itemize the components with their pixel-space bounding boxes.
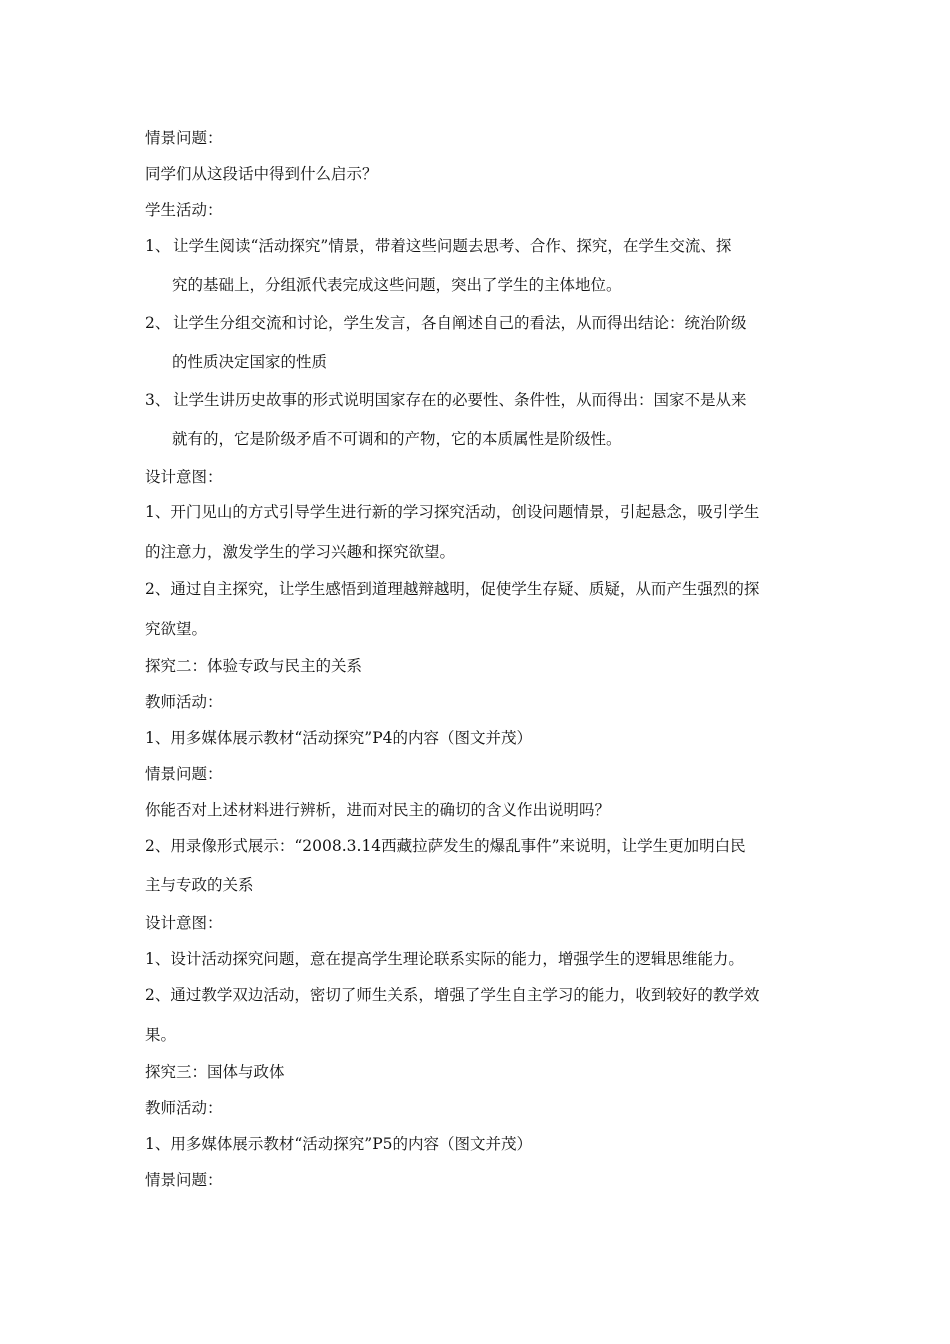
list-item-3 <box>145 390 747 410</box>
section-heading-explore-3: 探究三：国体与政体 <box>145 1063 285 1081</box>
paragraph-teacher-3: 1、用多媒体展示教材“活动探究”P5的内容（图文并茂） <box>145 1135 533 1153</box>
list-text: 让学生讲历史故事的形式说明国家存在的必要性、条件性，从而得出：国家不是从来 <box>173 391 747 409</box>
heading-scenario-question: 情景问题： <box>145 129 223 147</box>
list-item-2-continuation: 的性质决定国家的性质 <box>172 353 328 371</box>
paragraph-intent-1: 1、开门见山的方式引导学生进行新的学习探究活动，创设问题情景，引起悬念，吸引学生 <box>145 503 760 521</box>
list-number: 1、 <box>145 237 171 255</box>
heading-student-activity: 学生活动： <box>145 201 223 219</box>
paragraph-teacher-2: 2、用录像形式展示：“2008.3.14西藏拉萨发生的爆乱事件”来说明，让学生更加明白民 <box>145 837 746 855</box>
list-item-1-continuation: 究的基础上，分组派代表完成这些问题，突出了学生的主体地位。 <box>172 276 622 294</box>
paragraph-intent-2-cont: 究欲望。 <box>145 620 208 638</box>
section-heading-explore-2: 探究二：体验专政与民主的关系 <box>145 657 363 675</box>
list-number: 2、 <box>145 314 171 332</box>
list-item-3-continuation: 就有的，它是阶级矛盾不可调和的产物，它的本质属性是阶级性。 <box>172 430 622 448</box>
paragraph-intent-4: 2、通过教学双边活动，密切了师生关系，增强了学生自主学习的能力，收到较好的教学效 <box>145 986 760 1004</box>
paragraph-teacher-1: 1、用多媒体展示教材“活动探究”P4的内容（图文并茂） <box>145 729 533 747</box>
paragraph-teacher-2-cont: 主与专政的关系 <box>145 876 254 894</box>
list-item-1 <box>145 236 731 256</box>
paragraph-intent-3: 1、设计活动探究问题，意在提高学生理论联系实际的能力，增强学生的逻辑思维能力。 <box>145 950 744 968</box>
paragraph-intent-4-cont: 果。 <box>145 1026 177 1044</box>
paragraph-intent-1-cont: 的注意力，激发学生的学习兴趣和探究欲望。 <box>145 543 456 561</box>
list-item-2 <box>145 313 747 333</box>
list-text: 让学生阅读“活动探究”情景，带着这些问题去思考、合作、探究，在学生交流、探 <box>173 237 732 255</box>
paragraph-question-2: 你能否对上述材料进行辨析，进而对民主的确切的含义作出说明吗？ <box>145 801 611 819</box>
heading-design-intent-2: 设计意图： <box>145 914 223 932</box>
heading-scenario-question-2: 情景问题： <box>145 765 223 783</box>
heading-scenario-question-3: 情景问题： <box>145 1171 223 1189</box>
list-text: 让学生分组交流和讨论，学生发言，各自阐述自己的看法，从而得出结论：统治阶级 <box>173 314 747 332</box>
heading-design-intent: 设计意图： <box>145 468 223 486</box>
paragraph-intent-2: 2、通过自主探究，让学生感悟到道理越辩越明，促使学生存疑、质疑，从而产生强烈的探 <box>145 580 760 598</box>
heading-teacher-activity: 教师活动： <box>145 693 223 711</box>
heading-teacher-activity-2: 教师活动： <box>145 1099 223 1117</box>
paragraph-question: 同学们从这段话中得到什么启示？ <box>145 165 378 183</box>
list-number: 3、 <box>145 391 171 409</box>
